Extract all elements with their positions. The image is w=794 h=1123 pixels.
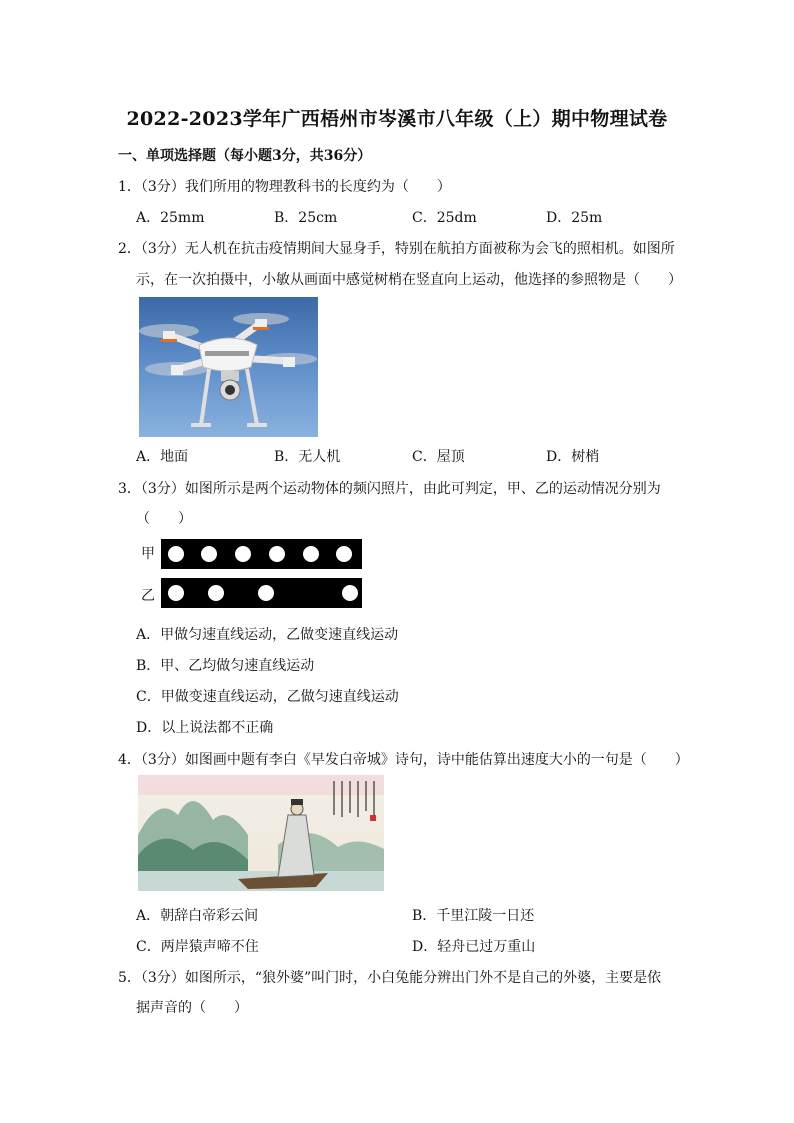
q4-option-c: C．两岸猿声啼不住	[136, 939, 259, 955]
q3-option-b: B．甲、乙均做匀速直线运动	[136, 658, 315, 674]
q3-option-c: C．甲做变速直线运动，乙做匀速直线运动	[136, 689, 399, 705]
li-bai-painting	[138, 775, 384, 891]
drone-photo	[139, 297, 318, 437]
question-5-stem-line1: 5．（3分）如图所示，“狼外婆”叫门时，小白兔能分辨出门外不是自己的外婆，主要是依	[118, 970, 662, 986]
exam-title: 2022-2023学年广西梧州市岑溪市八年级（上）期中物理试卷	[126, 108, 668, 130]
drone-icon	[139, 297, 318, 437]
question-4-stem: 4．（3分）如图画中题有李白《早发白帝城》诗句，诗中能估算出速度大小的一句是（ ）	[118, 752, 689, 768]
question-3-stem-line2: （ ）	[136, 511, 192, 527]
q1-option-c: C．25dm	[412, 210, 477, 226]
q4-option-d: D．轻舟已过万重山	[412, 939, 536, 955]
section-heading: 一、单项选择题（每小题3分，共36分）	[118, 148, 372, 164]
q1-option-d: D．25m	[546, 210, 603, 226]
question-2-stem-line2: 示，在一次拍摄中，小敏从画面中感觉树梢在竖直向上运动，他选择的参照物是（ ）	[136, 272, 682, 288]
q3-option-a: A．甲做匀速直线运动，乙做变速直线运动	[136, 627, 399, 643]
question-2-stem-line1: 2．（3分）无人机在抗击疫情期间大显身手，特别在航拍方面被称为会飞的照相机。如图所	[118, 241, 675, 257]
label-yi: 乙	[141, 588, 155, 604]
q1-option-b: B．25cm	[274, 210, 338, 226]
q1-option-a: A．25mm	[136, 210, 205, 226]
q2-option-c: C．屋顶	[412, 449, 465, 465]
q2-option-b: B．无人机	[274, 449, 341, 465]
strobe-photo-jia	[161, 539, 362, 569]
q3-option-d: D．以上说法都不正确	[136, 720, 274, 736]
painting-illustration	[138, 775, 384, 891]
question-5-stem-line2: 据声音的（ ）	[136, 1000, 248, 1016]
strobe-photo-yi	[161, 578, 362, 608]
label-jia: 甲	[141, 546, 155, 562]
q4-option-a: A．朝辞白帝彩云间	[136, 908, 259, 924]
q4-option-b: B．千里江陵一日还	[412, 908, 535, 924]
question-3-stem-line1: 3．（3分）如图所示是两个运动物体的频闪照片，由此可判定，甲、乙的运动情况分别为	[118, 481, 661, 497]
question-1-stem: 1．（3分）我们所用的物理教科书的长度约为（ ）	[118, 179, 451, 195]
q2-option-a: A．地面	[136, 449, 189, 465]
q2-option-d: D．树梢	[546, 449, 600, 465]
